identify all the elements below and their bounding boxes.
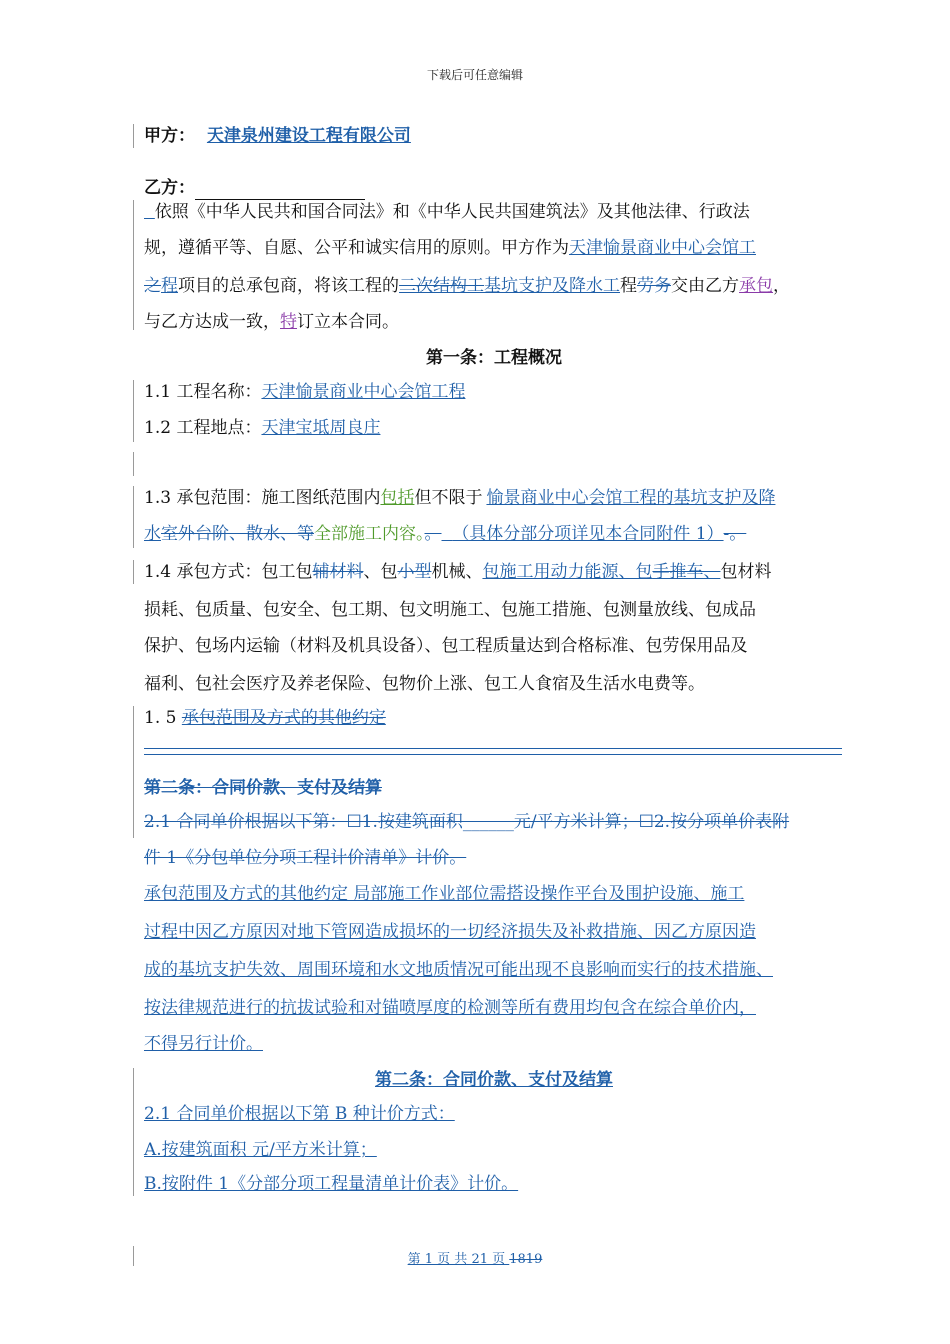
inserted-text: 愉景商业中心会馆工程的基坑支护及降 xyxy=(486,488,776,508)
intro-text: 程 xyxy=(620,276,637,296)
mode-line-3: 保护、包场内运输（材料及机具设备）、包工程质量达到合格标准、包劳保用品及 xyxy=(144,636,748,656)
change-bar xyxy=(133,560,134,584)
deleted-text: 1819 xyxy=(509,1252,543,1267)
change-bar xyxy=(133,452,134,476)
mode-text: 1.4 承包方式：包工包 xyxy=(144,562,313,582)
inserted-text: 2.1 合同单价根据以下第 B 种计价方式： xyxy=(144,1104,455,1124)
clause-number: 1. 5 xyxy=(144,708,182,728)
project-location-line xyxy=(144,416,854,440)
deleted-text: 第二条：合同价款、支付及结算 xyxy=(144,778,382,798)
inserted-text: A.按建筑面积 元/平方米计算； xyxy=(144,1140,377,1160)
inserted-text: 第二条：合同价款、支付及结算 xyxy=(375,1070,613,1090)
intro-line-3 xyxy=(144,274,854,298)
page-header: 下载后可任意编辑 xyxy=(426,68,523,82)
insert-mark xyxy=(144,202,155,222)
party-a-line xyxy=(144,124,854,148)
party-b-blank xyxy=(195,181,365,200)
deleted-text: 室外台阶、散水、等 xyxy=(161,524,314,544)
change-bar xyxy=(133,706,134,838)
scope-text: 但不限于 xyxy=(414,488,483,508)
project-name-line xyxy=(144,380,854,404)
mode-line-4: 福利、包社会医疗及养老保险、包物价上涨、包工人食宿及生活水电费等。 xyxy=(144,674,705,694)
inserted-text: 过程中因乙方原因对地下管网造成损坏的一切经济损失及补救措施、因乙方原因造 xyxy=(144,922,756,942)
inserted-text: 按法律规范进行的抗拔试验和对锚喷厚度的检测等所有费用均包含在综合单价内， xyxy=(144,998,756,1018)
field-label: 1.2 工程地点： xyxy=(144,418,262,438)
project-name-value: 天津愉景商业中心会馆工程 xyxy=(261,382,466,402)
party-b-line xyxy=(144,176,854,200)
change-bar xyxy=(133,486,134,548)
page-number: 第 1 页 共 21 页 xyxy=(407,1252,510,1267)
scope-text: 1.3 承包范围：施工图纸范围内 xyxy=(144,488,381,508)
deleted-text: 手推车、 xyxy=(652,562,721,582)
mode-text: 、包 xyxy=(363,562,398,582)
price-clause-option-b xyxy=(144,1172,854,1196)
inserted-text: B.按附件 1《分部分项工程量清单计价表》计价。 xyxy=(144,1174,519,1194)
intro-text: 依照《中华人民共和国合同法》和《中华人民共国建筑法》及其他法律、行政法 xyxy=(154,202,750,222)
deleted-article-2-title xyxy=(144,776,854,800)
intro-line-2 xyxy=(144,236,854,260)
deleted-clause-line-2 xyxy=(144,846,854,870)
scope-line-1 xyxy=(144,486,854,510)
intro-text: 规，遵循平等、自愿、公平和诚实信用的原则。甲方作为 xyxy=(144,238,569,258)
intro-line-1 xyxy=(144,200,854,224)
deleted-text: 劳务 xyxy=(637,276,671,296)
project-name-insert: 天津愉景商业中心会馆工 xyxy=(569,238,756,258)
intro-text: 与乙方达成一致， xyxy=(144,312,280,332)
party-a-label: 甲方： xyxy=(144,126,195,146)
project-location-value: 天津宝坻周良庄 xyxy=(261,418,381,438)
other-terms-heading xyxy=(144,706,854,730)
inserted-text: （具体分部分项详见本合同附件 1） xyxy=(452,524,724,544)
insert-mark xyxy=(442,524,453,544)
inserted-text: 包括 xyxy=(380,488,415,508)
inserted-text: 承包范围及方式的其他约定 局部施工作业部位需搭设操作平台及围护设施、施工 xyxy=(144,884,745,904)
mode-line-2: 损耗、包质量、包安全、包工期、包文明施工、包施工措施、包测量放线、包成品 xyxy=(144,600,756,620)
field-label: 1.1 工程名称： xyxy=(144,382,262,402)
other-terms-line-3 xyxy=(144,958,854,982)
deleted-double-rule xyxy=(144,748,842,755)
article-1-title: 第一条：工程概况 xyxy=(426,348,562,368)
inserted-text: 基坑支护及降水工 xyxy=(484,276,620,296)
inserted-text: 水 xyxy=(144,524,161,544)
price-clause-option-a xyxy=(144,1138,854,1162)
mode-text: 机械、 xyxy=(431,562,483,582)
other-terms-line-4 xyxy=(144,996,854,1020)
inserted-text: 承包 xyxy=(739,276,773,296)
deleted-text: 辅材料 xyxy=(312,562,364,582)
party-a-name: 天津泉州建设工程有限公司 xyxy=(206,126,411,146)
other-terms-line-5 xyxy=(144,1032,854,1056)
deleted-text: 二次结构工 xyxy=(399,276,484,296)
change-bar xyxy=(133,380,134,442)
scope-line-2 xyxy=(144,522,854,546)
intro-text: 订立本合同。 xyxy=(297,312,399,332)
other-terms-line-1 xyxy=(144,882,854,906)
intro-line-4 xyxy=(144,310,854,334)
inserted-text: 包施工用动力能源、包 xyxy=(482,562,653,582)
deleted-text: 之 xyxy=(144,276,161,296)
mode-line-1 xyxy=(144,560,854,584)
change-bar xyxy=(133,1068,134,1196)
inserted-text: 成的基坑支护失效、周围环境和水文地质情况可能出现不良影响而实行的技术措施、 xyxy=(144,960,773,980)
inserted-text: 特 xyxy=(280,312,297,332)
page-footer xyxy=(0,1248,950,1267)
inserted-text: 不得另行计价。 xyxy=(144,1034,263,1054)
inserted-text: 程 xyxy=(161,276,178,296)
change-bar xyxy=(133,124,134,148)
deleted-text: 件 1《分包单位分项工程计价清单》计价。 xyxy=(144,848,467,868)
deleted-clause-line-1 xyxy=(144,810,854,834)
deleted-text: 承包范围及方式的其他约定 xyxy=(181,708,386,728)
inserted-text: 全部施工内容。 xyxy=(314,524,425,544)
intro-text: 交由乙方 xyxy=(671,276,739,296)
deleted-text: 。 xyxy=(424,524,442,544)
mode-text: 包材料 xyxy=(720,562,772,582)
other-terms-line-2 xyxy=(144,920,854,944)
intro-text: ， xyxy=(773,276,790,296)
price-clause-line-1 xyxy=(144,1102,854,1126)
change-bar xyxy=(133,200,134,330)
deleted-text: 2.1 合同单价根据以下第：☐1.按建筑面积______元/平方米计算；☐2.按分项单价表附 xyxy=(144,812,790,832)
intro-text: 项目的总承包商，将该工程的 xyxy=(178,276,399,296)
deleted-text: 小型 xyxy=(397,562,432,582)
deleted-text: -。 xyxy=(723,524,747,544)
article-2-title xyxy=(144,1068,844,1092)
party-b-label: 乙方： xyxy=(144,178,195,198)
